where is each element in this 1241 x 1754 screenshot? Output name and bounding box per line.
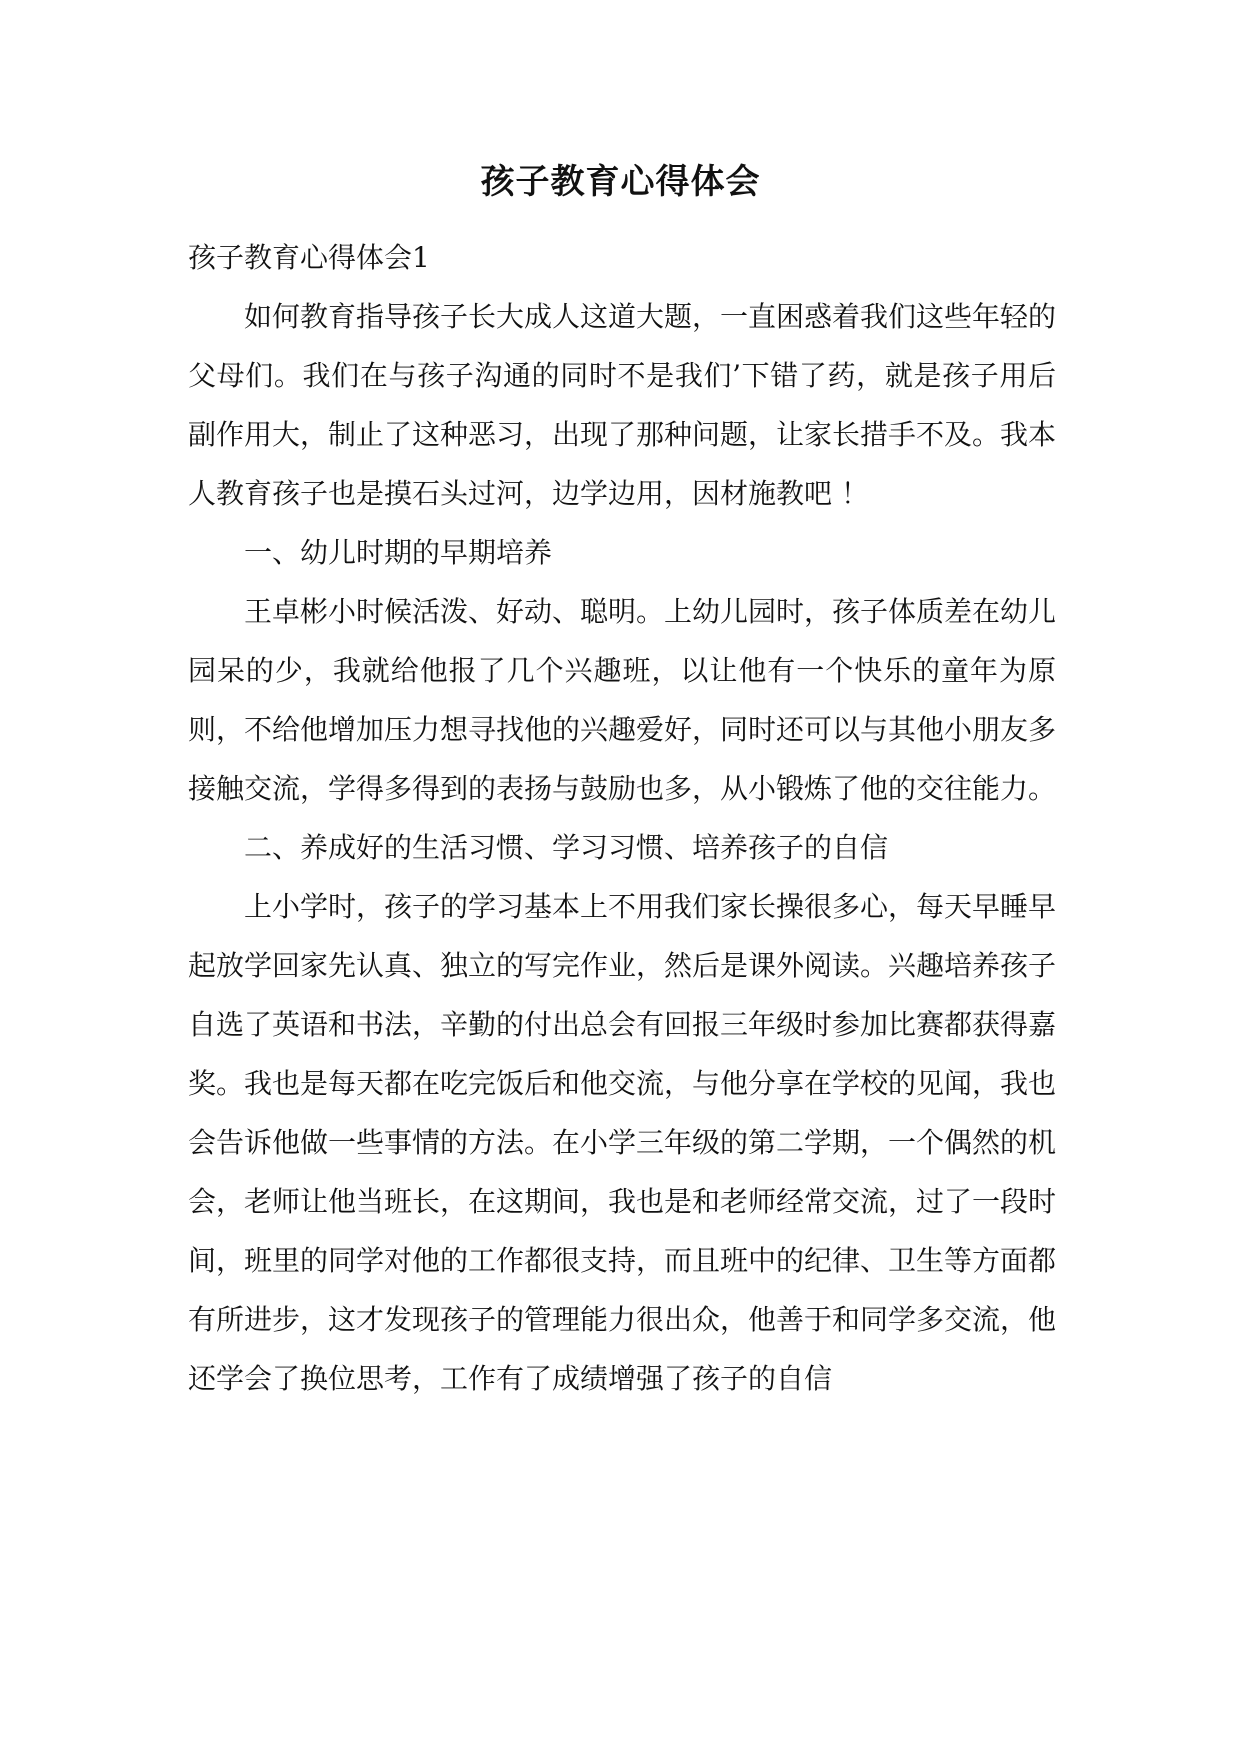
paragraph-good-habits: 上小学时，孩子的学习基本上不用我们家长操很多心，每天早睡早起放学回家先认真、独立的写完作业，然后是课外阅读。兴趣培养孩子自选了英语和书法，辛勤的付出总会有回报三年级时参加比赛都获得嘉奖。我也是每天都在吃完饭后和他交流，与他分享在学校的见闻，我也会告诉他做一些事情的方法。在小学三年级的第二学期，一个偶然的机会，老师让他当班长，在这期间，我也是和老师经常交流，过了一段时间，班里的同学对他的工作都很支持，而且班中的纪律、卫生等方面都有所进步，这才发现孩子的管理能力很出众，他善于和同学多交流，他还学会了换位思考，工作有了成绩增强了孩子的自信 — [188, 890, 1057, 1395]
subheading-early-training: 一、幼儿时期的早期培养 — [244, 536, 553, 569]
paragraph-early-training: 王卓彬小时候活泼、好动、聪明。上幼儿园时，孩子体质差在幼儿园呆的少，我就给他报了几个兴趣班，以让他有一个快乐的童年为原则，不给他增加压力想寻找他的兴趣爱好，同时还可以与其他小朋友多接触交流，学得多得到的表扬与鼓励也多，从小锻炼了他的交往能力。 — [188, 595, 1057, 805]
section-heading: 孩子教育心得体会1 — [188, 241, 430, 274]
document-title: 孩子教育心得体会 — [480, 162, 761, 202]
paragraph-intro: 如何教育指导孩子长大成人这道大题，一直困惑着我们这些年轻的父母们。我们在与孩子沟通的同时不是我们’下错了药，就是孩子用后副作用大，制止了这种恶习，出现了那种问题，让家长措手不及。我本人教育孩子也是摸石头过河，边学边用，因材施教吧 ！ — [188, 300, 1057, 510]
subheading-good-habits: 二、养成好的生活习惯、学习习惯、培养孩子的自信 — [244, 831, 889, 864]
document-body — [188, 228, 1056, 1408]
